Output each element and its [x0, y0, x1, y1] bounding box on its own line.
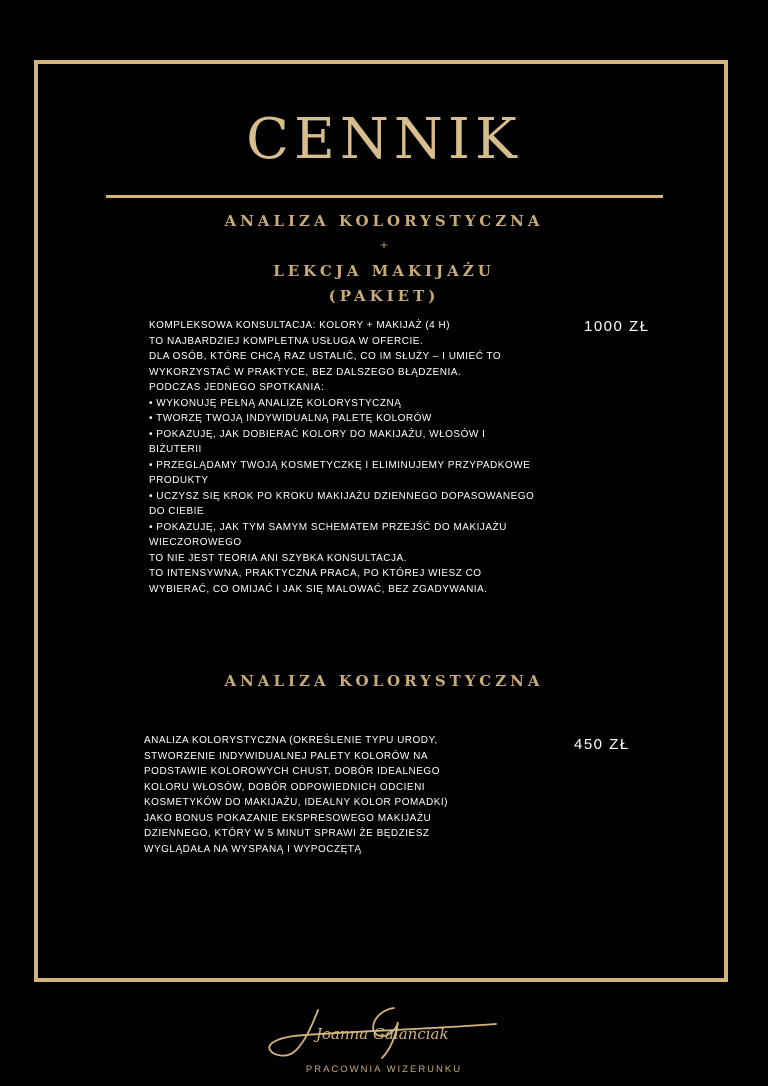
- section1-heading-line1: ANALIZA KOLORYSTYCZNA: [224, 212, 544, 230]
- signature-logo: [264, 996, 504, 1066]
- signature-name: Joanna Galanciak: [316, 1025, 449, 1043]
- page-title: CENNIK: [246, 107, 522, 172]
- section1-heading-line2: LEKCJA MAKIJAŻU: [273, 262, 495, 280]
- section1-plus: +: [380, 238, 388, 252]
- section1-heading-line3: (PAKIET): [328, 287, 440, 305]
- section2-heading: ANALIZA KOLORYSTYCZNA: [224, 672, 544, 690]
- section1-description: KOMPLEKSOWA KONSULTACJA: KOLORY + MAKIJAŻ (4 H) TO NAJBARDZIEJ KOMPLETNA USŁUGA W OFERCIE. DLA OSÓB, KTÓRE CHCĄ RAZ USTALIĆ, CO IM SŁUŻY – I UMIEĆ TO WYKORZYSTAĆ W PRAKTYCE, BEZ DALSZEGO BŁĄDZENIA. PODCZAS JEDNEGO SPOTKANIA: • WYKONUJĘ PEŁNĄ ANALIZĘ KOLORYSTYCZNĄ • TWORZĘ TWOJĄ INDYWIDUALNĄ PALETĘ KOLORÓW • POKAZUJĘ, JAK DOBIERAĆ KOLORY DO MAKIJAŻU, WŁOSÓW I BIŻUTERII • PRZEGLĄDAMY TWOJĄ KOSMETYCZKĘ I ELIMINUJEMY PRZYPADKOWE PRODUKTY • UCZYSZ SIĘ KROK PO KROKU MAKIJAŻU DZIENNEGO DOPASOWANEGO DO CIEBIE • POKAZUJĘ, JAK TYM SAMYM SCHEMATEM PRZEJŚĆ DO MAKIJAŻU WIECZOROWEGO TO NIE JEST TEORIA ANI SZYBKA KONSULTACJA. TO INTENSYWNA, PRAKTYCZNA PRACA, PO KTÓREJ WIESZ CO WYBIERAĆ, CO OMIJAĆ I JAK SIĘ MALOWAĆ, BEZ ZGADYWANIA.: [149, 320, 535, 595]
- section2-price: 450 ZŁ: [574, 736, 630, 753]
- title-divider: [106, 195, 663, 198]
- section1-price: 1000 ZŁ: [584, 318, 650, 335]
- signature-subtitle: PRACOWNIA WIZERUNKU: [305, 1064, 463, 1075]
- section2-description: ANALIZA KOLORYSTYCZNA (OKREŚLENIE TYPU URODY, STWORZENIE INDYWIDUALNEJ PALETY KOLORÓW NA PODSTAWIE KOLOROWYCH CHUST, DOBÓR IDEALNEGO KOLORU WŁOSÓW, DOBÓR ODPOWIEDNICH ODCIENI KOSMETYKÓW DO MAKIJAŻU, IDEALNY KOLOR POMADKI) JAKO BONUS POKAZANIE EKSPRESOWEGO MAKIJAŻU DZIENNEGO, KTÓRY W 5 MINUT SPRAWI ŻE BĘDZIESZ WYGLĄDAŁA NA WYSPANĄ I WYPOCZĘTĄ: [144, 735, 448, 855]
